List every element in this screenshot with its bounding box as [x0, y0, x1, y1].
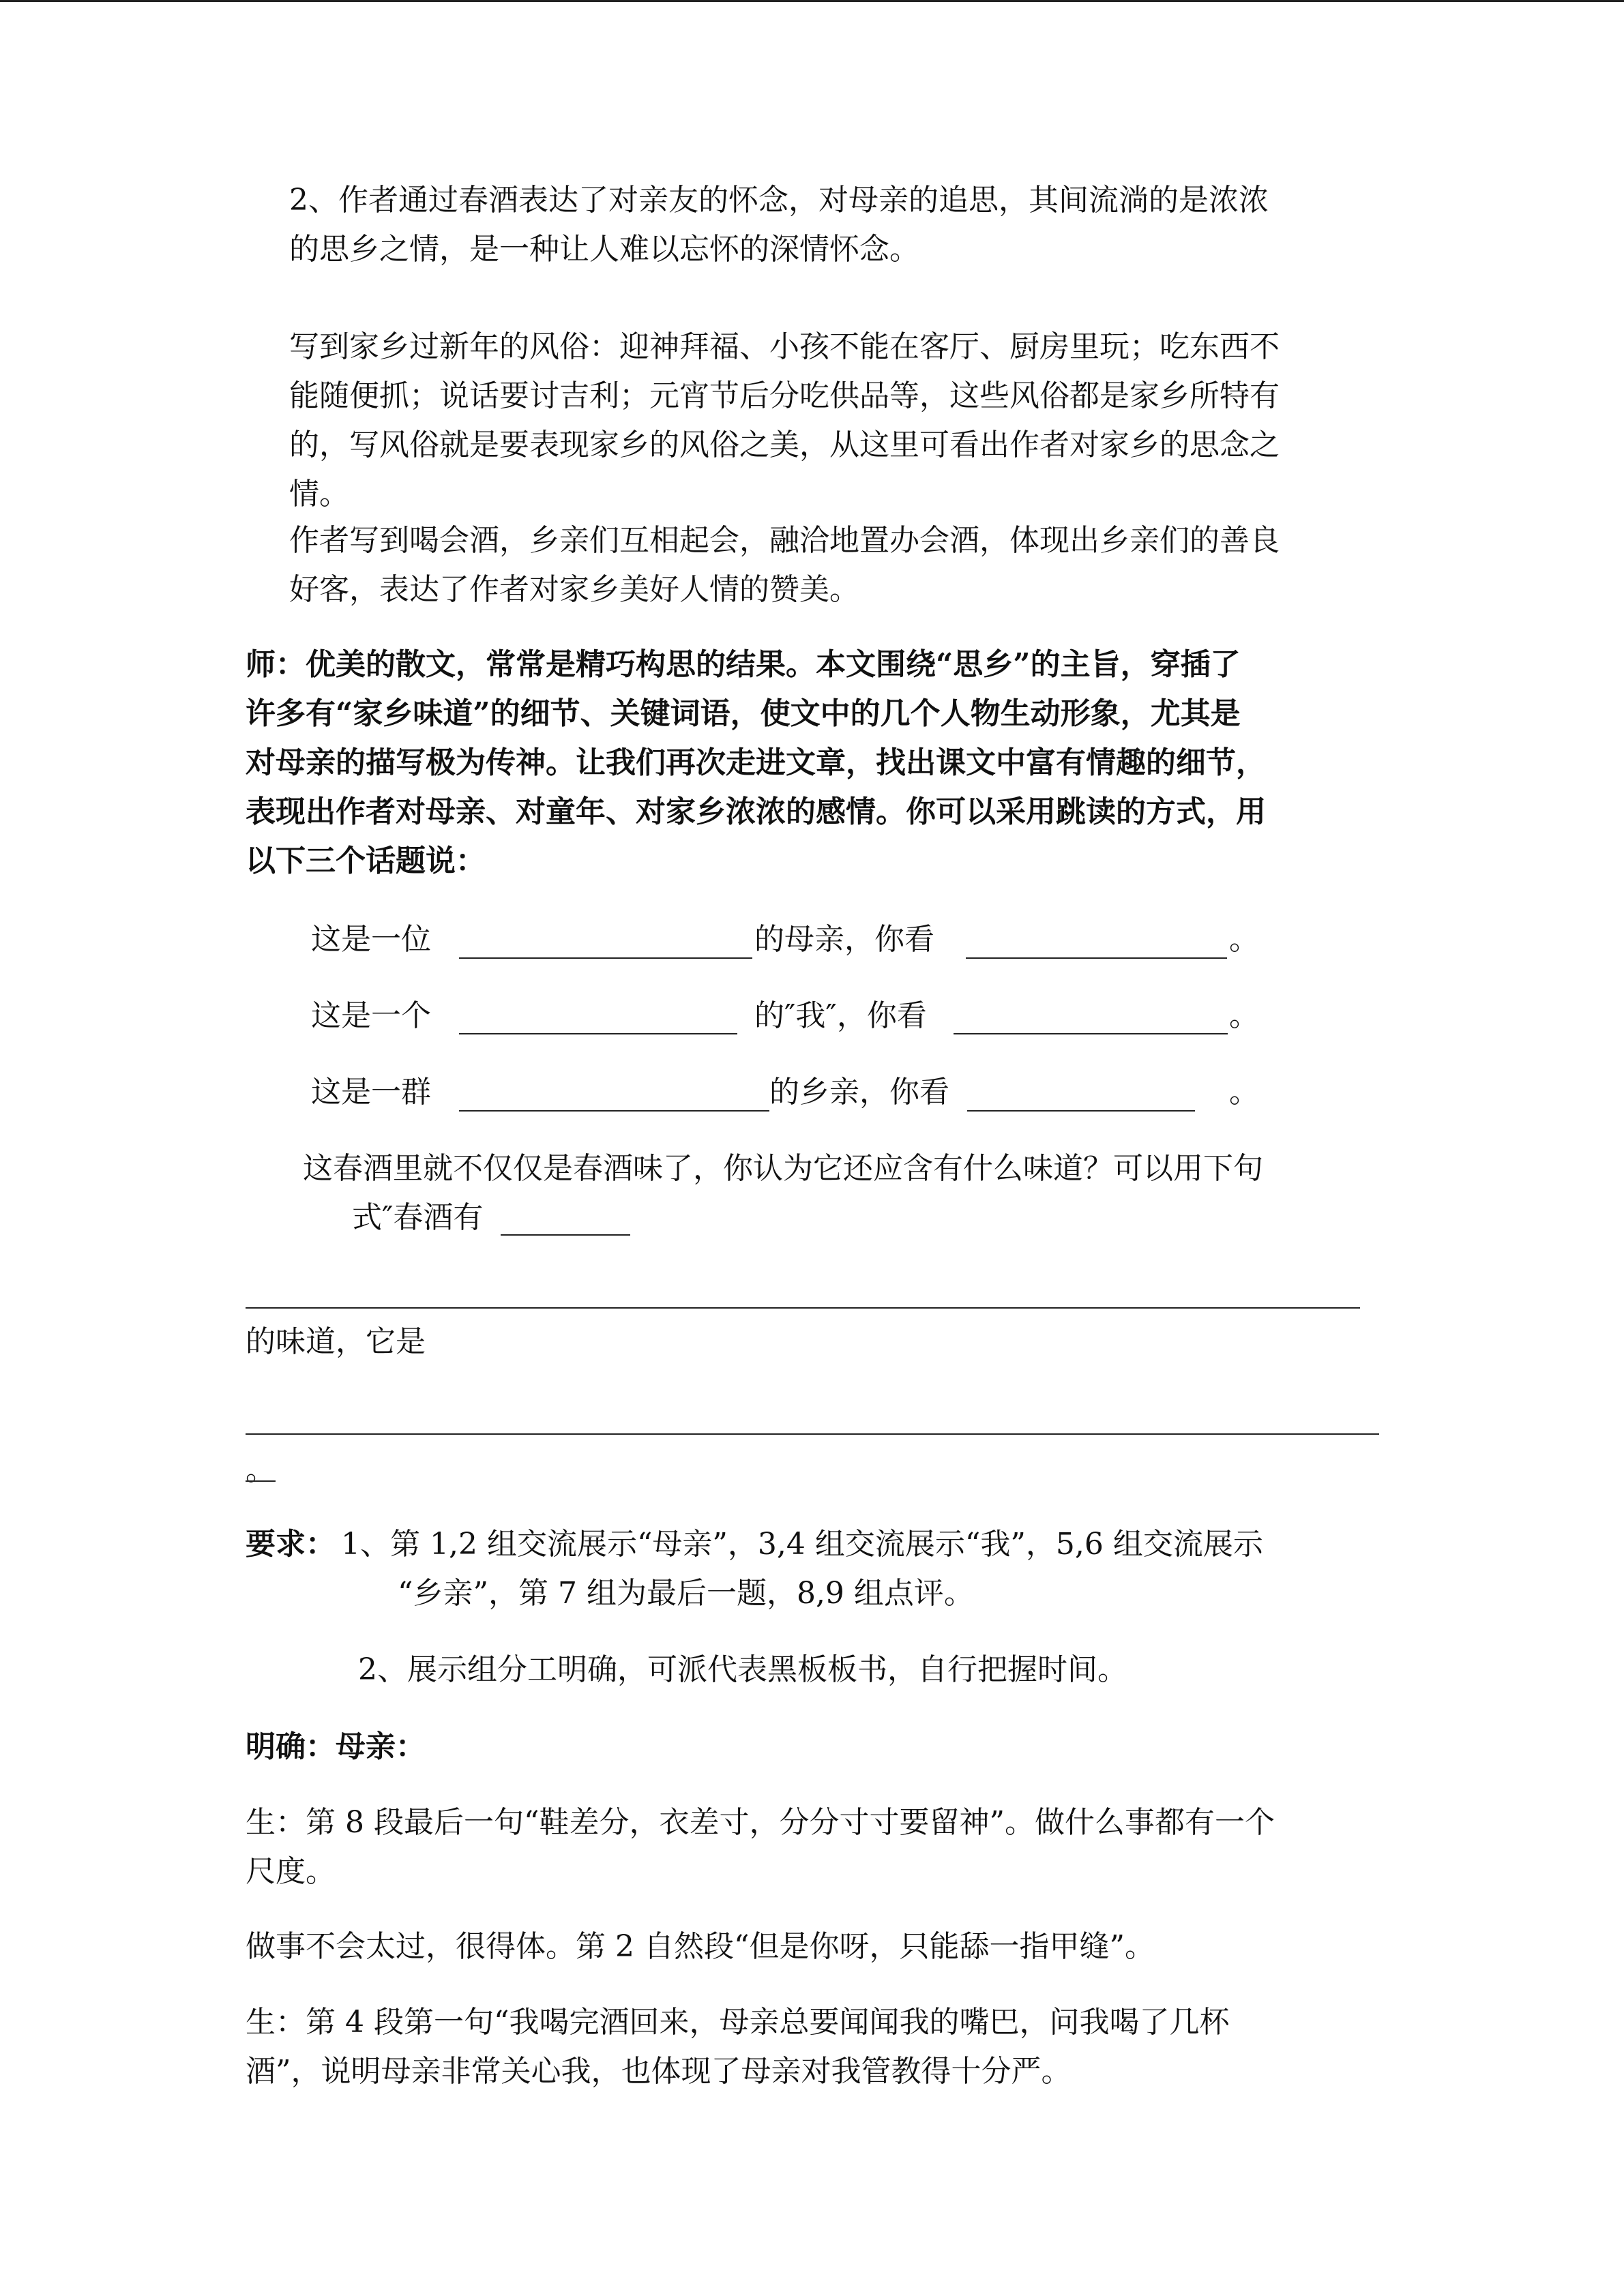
student-answer-3-line1: 生：第 4 段第一句“我喝完酒回来，母亲总要闻闻我的嘴巴，问我喝了几杯	[246, 2005, 1230, 2040]
teacher-line1: 师：优美的散文，常常是精巧构思的结果。本文围绕“思乡”的主旨，穿插了	[246, 647, 1241, 682]
student-answer-3-line2: 酒”，说明母亲非常关心我，也体现了母亲对我管教得十分严。	[246, 2054, 1072, 2089]
prompt-villagers-end: 。	[1229, 1075, 1259, 1109]
period-underline	[246, 1480, 276, 1482]
requirement-2: 2、展示组分工明确，可派代表黑板板书，自行把握时间。	[358, 1652, 1127, 1687]
blank-villagers-detail	[967, 1110, 1195, 1112]
prompt-me-end: 。	[1229, 998, 1259, 1033]
intro-custom-line3: 的，写风俗就是要表现家乡的风俗之美，从这里可看出作者对家乡的思念之	[289, 428, 1280, 462]
answer-line-1	[246, 1307, 1360, 1309]
prompt-mother-start: 这是一位	[311, 922, 431, 957]
student-answer-2: 做事不会太过，很得体。第 2 自然段“但是你呀，只能舔一指甲缝”。	[246, 1929, 1155, 1964]
intro-custom-line4: 情。	[289, 477, 349, 511]
intro-wine-line1: 作者写到喝会酒，乡亲们互相起会，融洽地置办会酒，体现出乡亲们的善良	[289, 523, 1280, 558]
page-top-border	[0, 0, 1624, 2]
blank-mother-trait	[459, 957, 752, 959]
prompt-me-start: 这是一个	[311, 998, 431, 1033]
requirement-1-line2: “乡亲”，第 7 组为最后一题，8,9 组点评。	[398, 1576, 974, 1611]
question-line2: 式″春酒有	[352, 1200, 484, 1235]
student-answer-1-line1: 生：第 8 段最后一句“鞋差分，衣差寸，分分寸寸要留神”。做什么事都有一个	[246, 1805, 1275, 1840]
intro-custom-line2: 能随便抓；说话要讨吉利；元宵节后分吃供品等，这些风俗都是家乡所特有	[289, 378, 1280, 413]
answer-line-2	[246, 1433, 1379, 1435]
question-line1: 这春酒里就不仅仅是春酒味了，你认为它还应含有什么味道？可以用下句	[303, 1151, 1263, 1186]
blank-spring-wine-taste	[501, 1234, 630, 1236]
answers-heading: 明确：母亲：	[246, 1729, 426, 1764]
prompt-mother-end: 。	[1229, 922, 1259, 957]
requirement-1-line1: 1、第 1,2 组交流展示“母亲”，3,4 组交流展示“我”，5,6 组交流展示	[341, 1527, 1263, 1562]
blank-mother-detail	[966, 957, 1227, 959]
taste-text: 的味道，它是	[246, 1324, 426, 1359]
prompt-me-middle: 的″我″，你看	[754, 998, 927, 1033]
blank-villagers-trait	[459, 1110, 769, 1112]
blank-me-trait	[459, 1033, 737, 1034]
teacher-line5: 以下三个话题说：	[246, 844, 486, 878]
teacher-line2: 许多有“家乡味道”的细节、关键词语，使文中的几个人物生动形象，尤其是	[246, 696, 1241, 731]
student-answer-1-line2: 尺度。	[246, 1854, 336, 1889]
prompt-villagers-start: 这是一群	[311, 1075, 431, 1109]
teacher-line3: 对母亲的描写极为传神。让我们再次走进文章，找出课文中富有情趣的细节，	[246, 745, 1266, 780]
intro-p2-line1: 2、作者通过春酒表达了对亲友的怀念，对母亲的追思，其间流淌的是浓浓	[289, 183, 1269, 218]
intro-wine-line2: 好客，表达了作者对家乡美好人情的赞美。	[289, 572, 859, 607]
intro-custom-line1: 写到家乡过新年的风俗：迎神拜福、小孩不能在客厅、厨房里玩；吃东西不	[289, 329, 1280, 364]
requirements-label: 要求：	[246, 1527, 336, 1562]
prompt-villagers-middle: 的乡亲，你看	[769, 1075, 949, 1109]
prompt-mother-middle: 的母亲，你看	[754, 922, 934, 957]
answer-period: 。	[246, 1452, 276, 1487]
teacher-line4: 表现出作者对母亲、对童年、对家乡浓浓的感情。你可以采用跳读的方式，用	[246, 794, 1266, 829]
blank-me-detail	[954, 1033, 1228, 1034]
intro-p2-line2: 的思乡之情，是一种让人难以忘怀的深情怀念。	[289, 232, 919, 267]
